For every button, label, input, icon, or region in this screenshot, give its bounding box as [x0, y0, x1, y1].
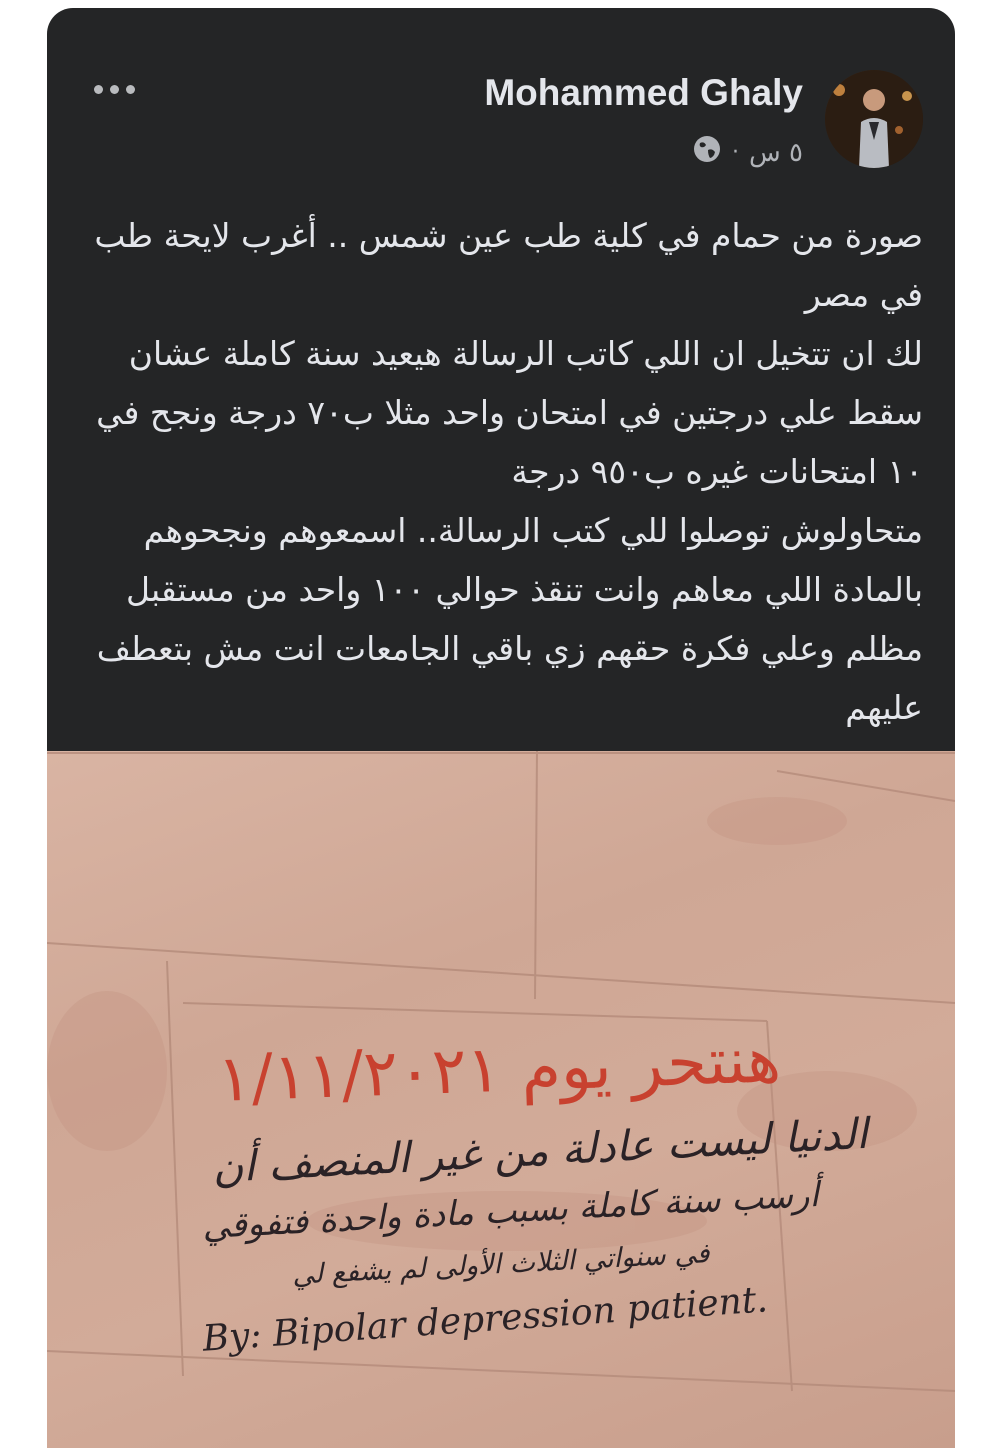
post-paragraph: متحاولوش توصلوا للي كتب الرسالة.. اسمعوهم ونجحوهم بالمادة اللي معاهم وانت تنقذ حوالي ١٠٠ واحد من مستقبل مظلم وعلي فكرة حقهم زي باقي الجامعات انت مش بتعطف عليهم: [96, 511, 923, 727]
handwritten-line: أرسب سنة كاملة بسبب مادة واحدة فتفوقي: [201, 1174, 820, 1248]
post-time[interactable]: ٥ س: [749, 137, 803, 168]
post-body: [87, 206, 923, 737]
globe-icon[interactable]: [692, 134, 722, 171]
avatar[interactable]: [825, 70, 923, 168]
post-header: [47, 8, 955, 183]
handwritten-date: هنتحر يوم ١/١١/٢٠٢١: [215, 1023, 783, 1117]
handwritten-line: الدنيا ليست عادلة من غير المنصف أن: [211, 1108, 869, 1193]
handwritten-signature: By: Bipolar depression patient.: [201, 1279, 769, 1360]
meta-separator: ·: [732, 140, 740, 165]
author-name[interactable]: Mohammed Ghaly: [484, 72, 803, 113]
more-options-icon[interactable]: [89, 74, 139, 104]
post-paragraph: لك ان تتخيل ان اللي كاتب الرسالة هيعيد سنة كاملة عشان سقط علي درجتين في امتحان واحد مثلا ب٧٠ درجة ونجح في ١٠ امتحانات غيره ب٩٥٠ درجة: [96, 334, 923, 491]
post-card: [47, 8, 955, 1448]
post-photo[interactable]: [47, 751, 955, 1448]
post-meta: [692, 134, 803, 171]
handwritten-line: في سنواتي الثلاث الأولى لم يشفع لي: [291, 1238, 711, 1291]
post-paragraph: صورة من حمام في كلية طب عين شمس .. أغرب لايحة طب في مصر: [94, 216, 923, 314]
